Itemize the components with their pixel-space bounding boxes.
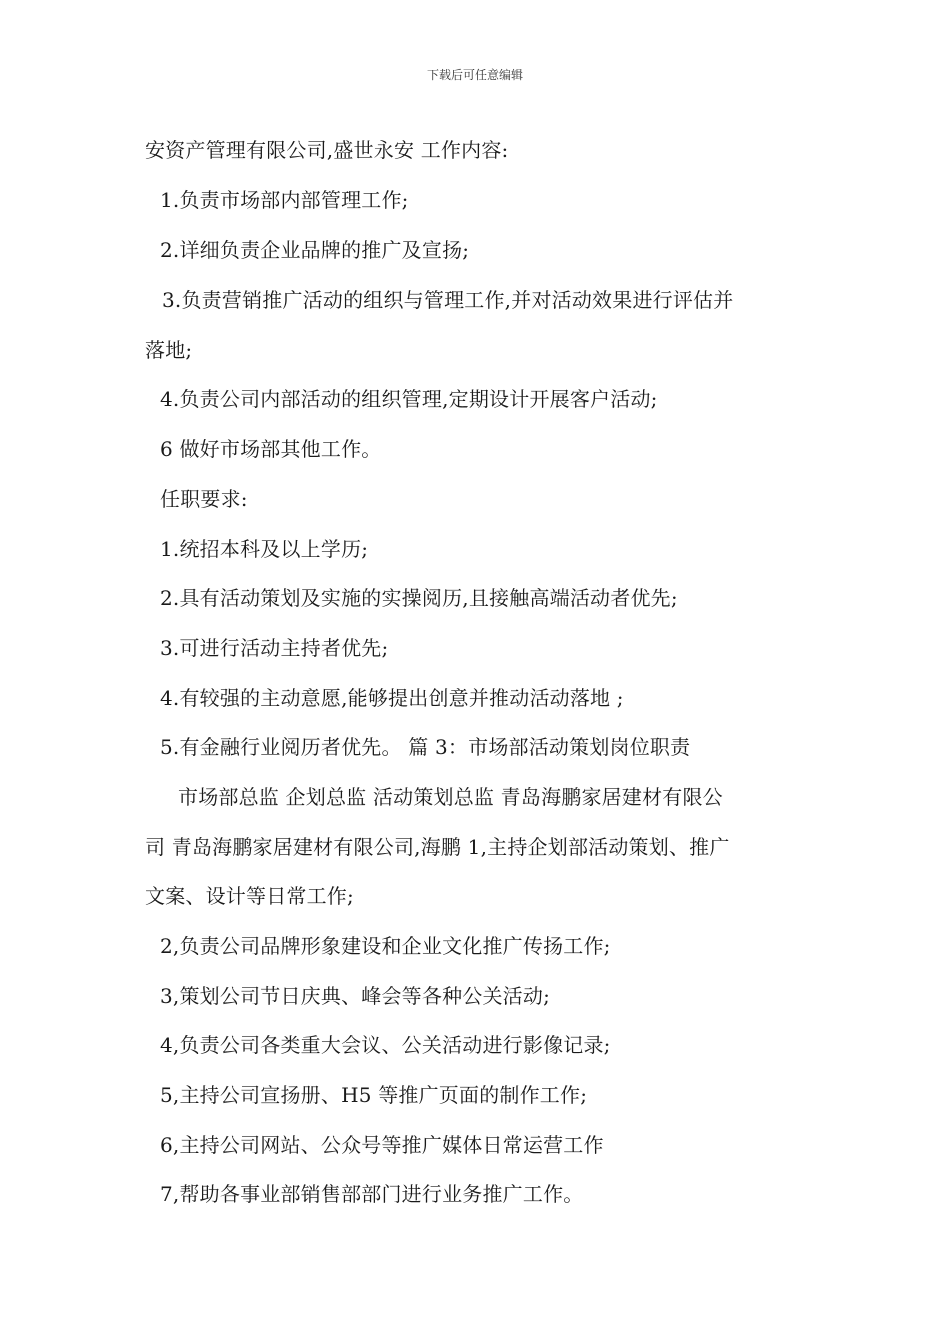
text-line: 市场部总监 企划总监 活动策划总监 青岛海鹏家居建材有限公	[178, 785, 723, 809]
text-line: 6 做好市场部其他工作。	[160, 437, 382, 461]
text-line: 落地;	[145, 338, 193, 362]
text-line: 2,负责公司品牌形象建设和企业文化推广传扬工作;	[160, 934, 611, 958]
text-line: 4.有较强的主动意愿,能够提出创意并推动活动落地 ;	[160, 686, 624, 710]
text-line: 1.统招本科及以上学历;	[160, 537, 369, 561]
text-line: 司 青岛海鹏家居建材有限公司,海鹏 1,主持企划部活动策划、推广	[145, 835, 730, 859]
text-line: 2.具有活动策划及实施的实操阅历,且接触高端活动者优先;	[160, 586, 678, 610]
text-line: 4,负责公司各类重大会议、公关活动进行影像记录;	[160, 1033, 611, 1057]
text-line: 3,策划公司节日庆典、峰会等各种公关活动;	[160, 984, 551, 1008]
text-line: 2.详细负责企业品牌的推广及宣扬;	[160, 238, 470, 262]
page-header: 下载后可任意编辑	[426, 68, 523, 82]
text-line: 7,帮助各事业部销售部部门进行业务推广工作。	[160, 1182, 584, 1206]
text-line: 3.负责营销推广活动的组织与管理工作,并对活动效果进行评估并	[162, 288, 734, 312]
text-line: 3.可进行活动主持者优先;	[160, 636, 389, 660]
text-line: 文案、设计等日常工作;	[145, 884, 354, 908]
text-line: 1.负责市场部内部管理工作;	[160, 188, 409, 212]
text-line: 5,主持公司宣扬册、H5 等推广页面的制作工作;	[160, 1083, 588, 1107]
section-heading: 任职要求:	[160, 487, 248, 511]
text-line: 安资产管理有限公司,盛世永安 工作内容:	[145, 138, 509, 162]
text-line: 4.负责公司内部活动的组织管理,定期设计开展客户活动;	[160, 387, 658, 411]
text-line: 6,主持公司网站、公众号等推广媒体日常运营工作	[160, 1133, 604, 1157]
text-line: 5.有金融行业阅历者优先。 篇 3：市场部活动策划岗位职责	[160, 735, 691, 759]
